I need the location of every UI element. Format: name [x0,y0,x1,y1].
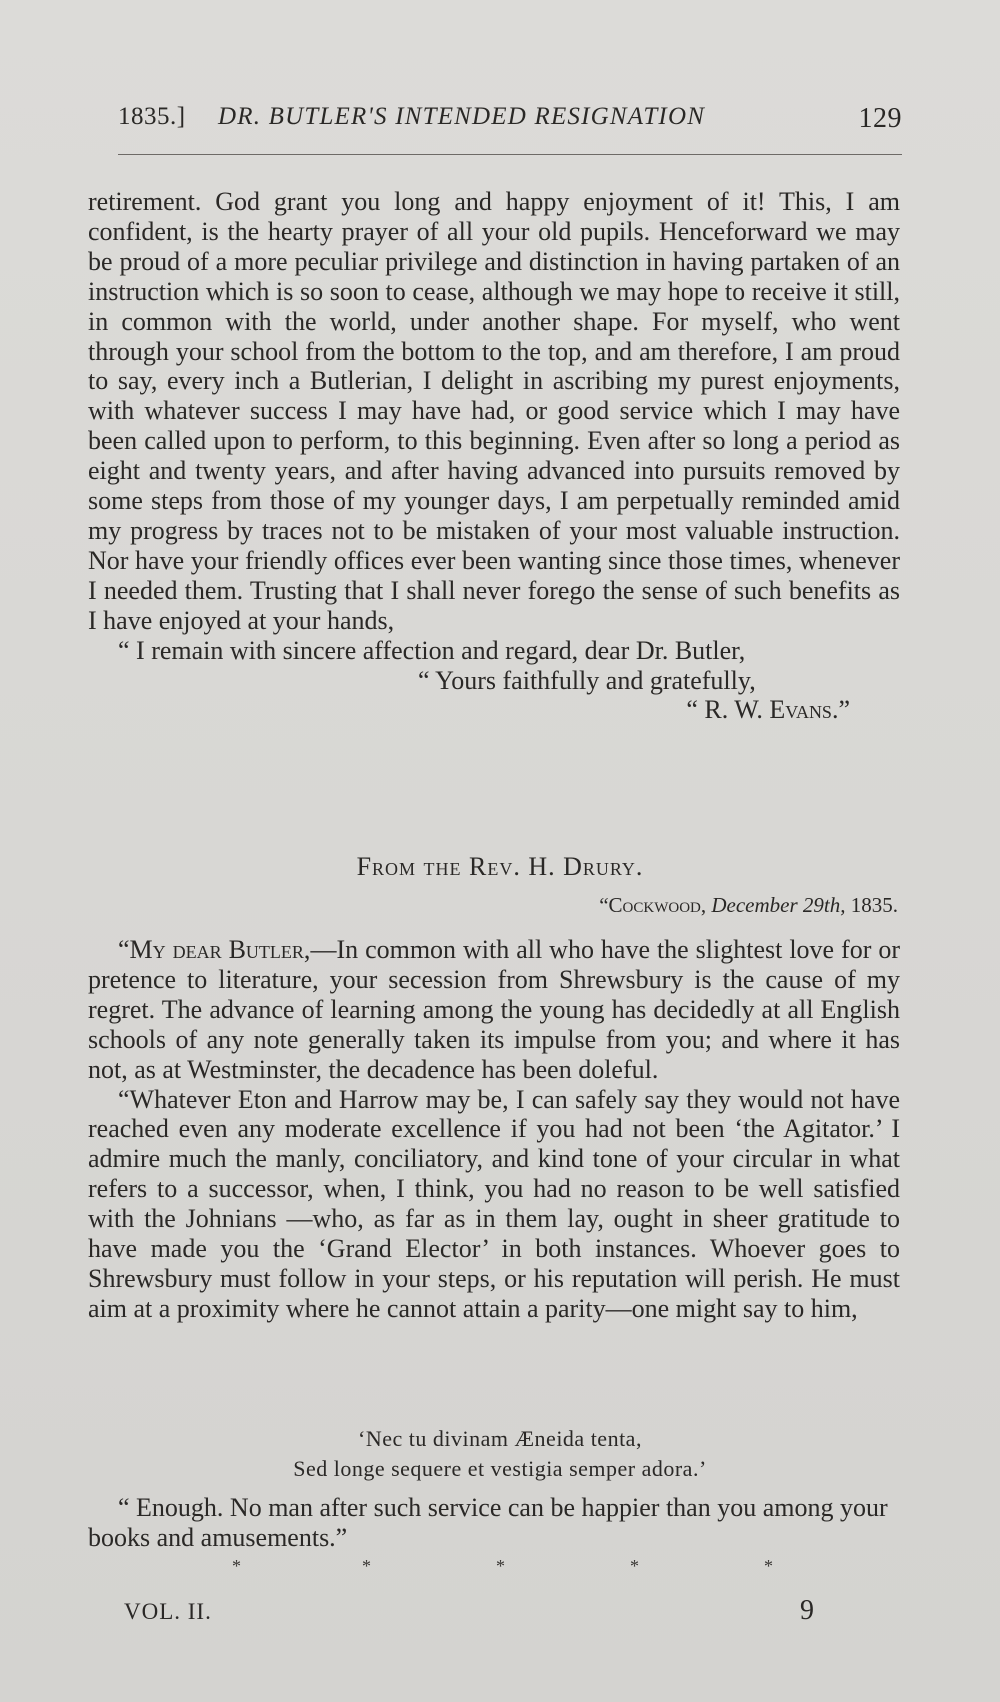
running-head [118,103,902,139]
drury-para-3-block [88,1493,900,1553]
drury-para-1 [88,935,900,1085]
evans-letter-body: retirement. God grant you long and happy enjoyment of it! This, I am confident, is the hearty prayer of all your old pupils. Henceforward we may be proud of a more peculiar privilege and distinction in having partaken of an instruction which is so soon to cease, although we may hope to receive it still, in common with the world, under another shape. For myself, who went through your school from the bottom to the top, and am therefore, I am proud to say, every inch a Butlerian, I delight in ascribing my purest enjoyments, with whatever success I may have had, or good service which I may have been called upon to perform, to this beginning. Even after so long a period as eight and twenty years, and after having advanced into pursuits removed by some steps from those of my younger days, I am perpetually reminded amid my progress by traces not to be mistaken of your most valuable instruction. Nor have your friendly offices ever been wanting since those times, whenever I needed them. Trusting that I shall never forego the sense of such benefits as I have enjoyed at your hands, [88,187,900,635]
volume-label: VOL. II. [124,1599,212,1624]
drury-letter-heading: From the Rev. H. Drury. [356,852,644,881]
page-number: 129 [858,103,902,134]
drury-letter [88,935,900,1324]
drury-para-2: “Whatever Eton and Harrow may be, I can safely say they would not have reached even any moderate excellence if you had not been ‘the Agitator.’ I admire much the manly, conciliatory, and kind tone of your circular in what refers to a successor, when, I think, you had no reason to be well satisfied with the Johnians —who, as far as in them lay, ought in sheer gratitude to have made you the ‘Grand Elector’ in both instances. Whoever goes to Shrewsbury must follow in your steps, or his reputation will perish. He must aim at a proximity where he cannot attain a parity—one might say to him, [88,1084,900,1323]
drury-place: “Cockwood, [599,893,707,917]
header-rule [118,154,902,155]
evans-signature [88,695,900,725]
drury-salutation: “My dear Butler, [118,935,311,964]
evans-signature-text: “ R. W. Evans.” [686,695,850,725]
virgil-quote-line-2: Sed longe sequere et vestigia semper adora.’ [293,1456,707,1481]
page-footer [124,1595,814,1631]
virgil-quote-line-1: ‘Nec tu divinam Æneida tenta, [358,1426,642,1451]
drury-para-1-text: —In common with all who have the slightest love for or pretence to literature, your secession from Shrewsbury is the cause of my regret. The advance of learning among the young has decidedly at all English schools of any note generally taken its impulse from you; and where it has not, as at Westminster, the decadence has been doleful. [88,935,900,1084]
drury-para-3: “ Enough. No man after such service can be happier than you among your books and amusements.” [88,1493,888,1552]
section-break-star: * [496,1556,505,1576]
section-break-star: * [630,1556,639,1576]
section-break-star: * [362,1556,371,1576]
drury-date: December 29th, [711,893,846,917]
section-break-star: * [232,1556,241,1576]
evans-letter [88,187,900,725]
section-break [232,1556,792,1580]
signature-mark: 9 [800,1595,814,1626]
evans-closing: “ I remain with sincere affection and regard, dear Dr. Butler, [118,635,746,665]
drury-dateline [599,893,898,918]
header-year: 1835.] [118,103,186,130]
section-break-star: * [764,1556,773,1576]
header-title: DR. BUTLER'S INTENDED RESIGNATION [218,103,706,130]
evans-valediction: “ Yours faithfully and gratefully, [418,665,756,695]
drury-year: 1835. [850,893,898,917]
